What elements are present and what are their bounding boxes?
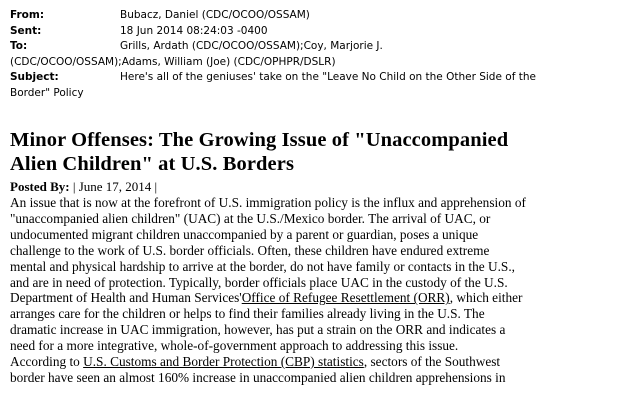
body-line-cbp [10,354,616,370]
body-line: mental and physical hardship to arrive at the border, do not have family or contacts in the U.S., [10,258,515,274]
subject-value-line2: Border" Policy [10,86,84,99]
body-line-cut: border have seen an almost 160% increase in unaccompanied alien children apprehensions in [10,369,506,385]
posted-separator: | [69,179,79,194]
article-title-line1: Minor Offenses: The Growing Issue of "Unaccompanied [10,129,509,151]
posted-by-line [10,179,616,195]
body-line: need for a more integrative, whole-of-government approach to addressing this issue. [10,338,459,354]
body-line: undocumented migrant children unaccompanied by a parent or guardian, poses a unique [10,226,479,242]
article-title [10,128,616,176]
body-text: According to [10,354,84,370]
body-line: arranges care for the children or helps to find their families already living in the U.S. The [10,306,485,322]
to-value-line1: Grills, Ardath (CDC/OCOO/OSSAM);Coy, Marjorie J. [120,40,383,53]
cbp-statistics-link[interactable]: U.S. Customs and Border Protection (CBP) statistics [83,354,364,370]
body-text: , which either [449,290,523,306]
to-row [10,39,616,55]
body-text: Department of Health and Human Services' [10,290,242,306]
body-line: An issue that is now at the forefront of U.S. immigration policy is the influx and apprehension of [10,195,526,210]
body-text: , sectors of the Southwest [363,354,501,370]
body-line: challenge to the work of U.S. border officials. Often, these children have endured extreme [10,242,490,258]
subject-value-line1: Here's all of the geniuses' take on the "Leave No Child on the Other Side of the [120,71,536,84]
sent-label: Sent: [10,24,42,37]
email-header [10,8,616,102]
to-label: To: [10,40,28,53]
subject-row [10,70,616,86]
sent-row [10,24,616,40]
sent-value: 18 Jun 2014 08:24:03 -0400 [120,24,268,37]
body-line: "unaccompanied alien children" (UAC) at the U.S./Mexico border. The arrival of UAC, or [10,210,491,226]
posted-date: June 17, 2014 [78,179,152,194]
posted-by-label: Posted By: [10,179,70,194]
article-title-line2: Alien Children" at U.S. Borders [10,153,295,175]
from-row [10,8,616,24]
body-line: dramatic increase in UAC immigration, however, has put a strain on the ORR and indicates a [10,322,506,338]
body-line: and are in need of protection. Typically, border officials place UAC in the custody of the U.S. [10,274,508,290]
body-line-orr [10,290,616,306]
orr-link[interactable]: Office of Refugee Resettlement (ORR) [241,290,450,306]
to-value-line2: (CDC/OCOO/OSSAM);Adams, William (Joe) (CDC/OPHPR/DSLR) [10,55,336,68]
article-body [10,195,616,385]
subject-label: Subject: [10,71,59,84]
article [10,128,616,385]
posted-separator-end: | [151,179,158,194]
from-label: From: [10,9,45,21]
from-value: Bubacz, Daniel (CDC/OCOO/OSSAM) [120,9,310,21]
